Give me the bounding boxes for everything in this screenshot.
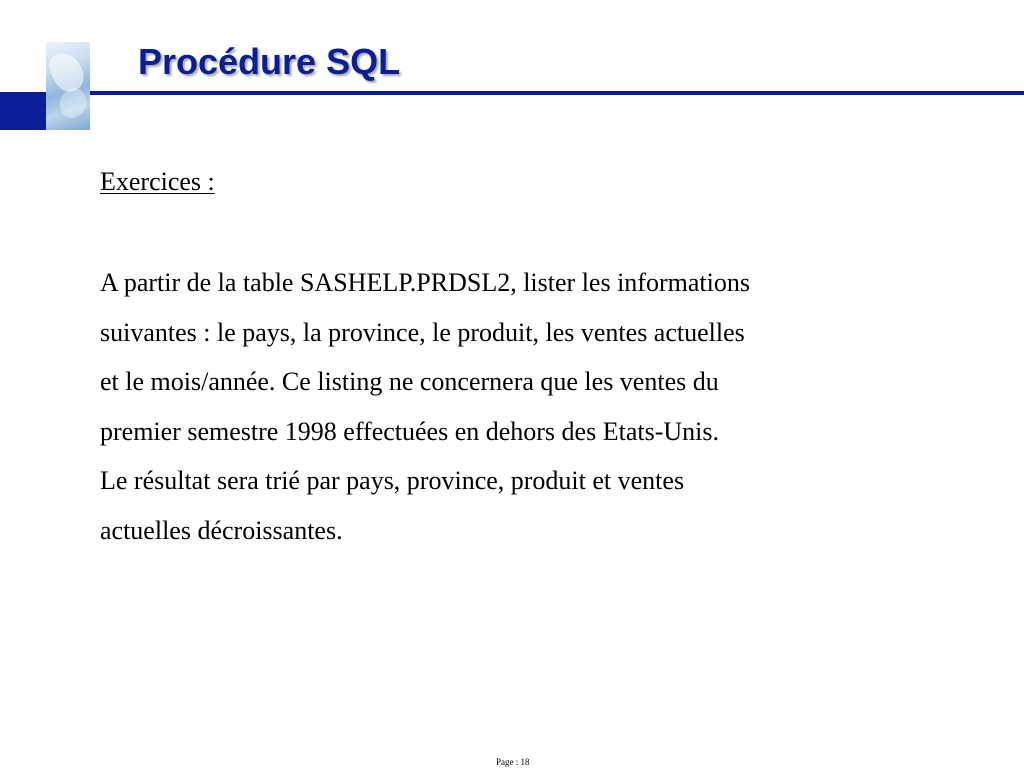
header-decorative-image bbox=[46, 42, 90, 130]
paragraph-line: A partir de la table SASHELP.PRDSL2, lister les informations bbox=[100, 268, 750, 297]
page-number: Page : 18 bbox=[496, 757, 530, 767]
slide-title: Procédure SQL bbox=[138, 41, 401, 82]
exercise-paragraph bbox=[100, 258, 1000, 555]
paragraph-line: actuelles décroissantes. bbox=[100, 515, 343, 545]
paragraph-line: premier semestre 1998 effectuées en dehors des Etats-Unis. bbox=[100, 416, 719, 446]
section-heading: Exercices : bbox=[100, 167, 215, 196]
title-underline-rule bbox=[90, 91, 1024, 95]
paragraph-line: suivantes : le pays, la province, le produit, les ventes actuelles bbox=[100, 317, 745, 347]
header-accent-strip bbox=[0, 92, 46, 130]
paragraph-line: et le mois/année. Ce listing ne concernera que les ventes du bbox=[100, 367, 719, 396]
paragraph-line: Le résultat sera trié par pays, province, produit et ventes bbox=[100, 466, 685, 495]
